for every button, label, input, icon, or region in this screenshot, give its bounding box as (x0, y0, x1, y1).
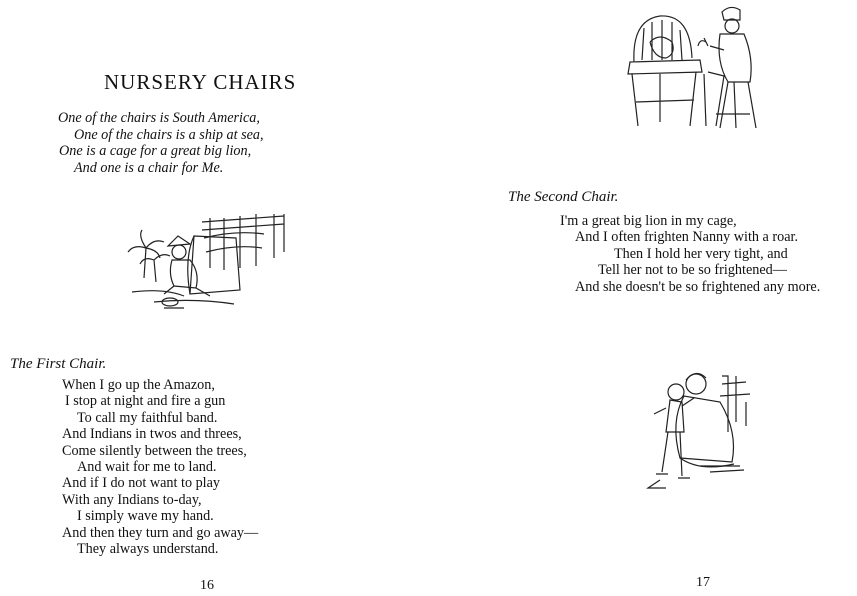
poem-line: Tell her not to be so frightened— (598, 262, 787, 279)
poem-line: Then I hold her very tight, and (614, 245, 788, 262)
poem-line: To call my faithful band. (77, 409, 218, 426)
boy-in-jungle-chair-illustration (124, 208, 296, 316)
first-chair-heading: The First Chair. (10, 356, 107, 372)
nanny-and-chair-illustration (620, 2, 760, 132)
poem-line: And wait for me to land. (77, 459, 217, 476)
left-page (0, 0, 428, 596)
poem-line: I'm a great big lion in my cage, (560, 213, 737, 229)
intro-line: One of the chairs is South America, (58, 110, 260, 126)
poem-line: And I often frighten Nanny with a roar. (575, 229, 798, 246)
poem-line: Come silently between the trees, (62, 442, 247, 459)
poem-line: With any Indians to-day, (62, 491, 202, 508)
second-chair-heading: The Second Chair. (508, 189, 619, 205)
page-title: NURSERY CHAIRS (104, 70, 297, 94)
poem-line: And she doesn't be so frightened any more. (575, 278, 821, 295)
intro-line: One of the chairs is a ship at sea, (74, 126, 264, 143)
poem-line: I stop at night and fire a gun (65, 393, 226, 410)
intro-line: One is a cage for a great big lion, (59, 143, 252, 159)
first-chair-poem (62, 377, 258, 557)
poem-line: I simply wave my hand. (77, 508, 214, 525)
boy-hugging-nanny-illustration (640, 362, 760, 492)
page-number: 16 (200, 578, 214, 593)
poem-line: And then they turn and go away— (62, 524, 259, 541)
poem-line: When I go up the Amazon, (62, 377, 215, 393)
poem-line: And Indians in twos and threes, (62, 426, 242, 443)
poem-line: And if I do not want to play (62, 475, 221, 492)
right-page (428, 0, 857, 596)
intro-stanza (58, 110, 264, 176)
page-number: 17 (696, 575, 710, 590)
second-chair-poem (560, 213, 820, 295)
intro-line: And one is a chair for Me. (74, 159, 224, 176)
poem-line: They always understand. (77, 541, 219, 558)
